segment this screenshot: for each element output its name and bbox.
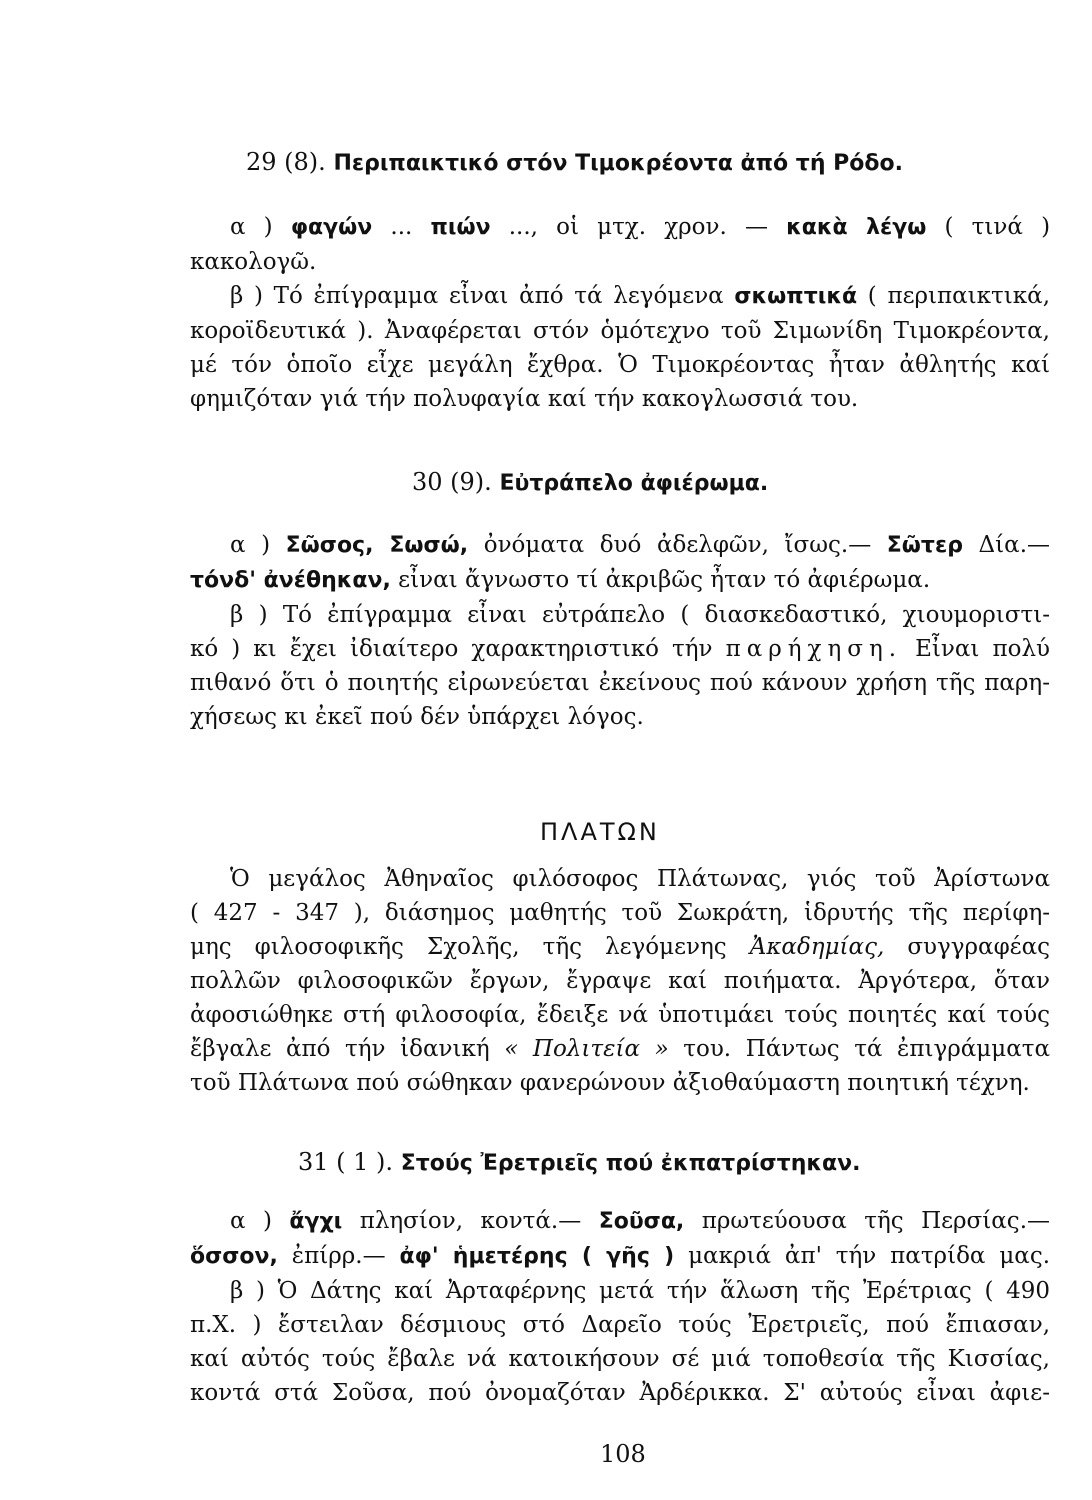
- text: Τό ἐπίγραμμα εἶναι εὐτράπελο ( διασκεδαστικό, χιουμοριστι-: [282, 602, 1050, 628]
- italic-term: « Πολιτεία »: [504, 1036, 669, 1062]
- item-marker: α ): [230, 1208, 272, 1234]
- term: Σοῦσα,: [598, 1209, 685, 1234]
- item-marker: α ): [230, 214, 273, 240]
- section-30-line: [190, 563, 1050, 598]
- text: ( τινά ): [944, 214, 1051, 240]
- section-30-line: χήσεως κι ἐκεῖ πού δέν ὑπάρχει λόγος.: [190, 704, 644, 730]
- item-marker: β ): [230, 1278, 265, 1304]
- section-29-line: κοροϊδευτικά ). Ἀναφέρεται στόν ὁμότεχνο τοῦ Σιμωνίδη Τιμοκρέοντα,: [190, 318, 1050, 344]
- section-30-heading: [412, 468, 768, 496]
- term: σκωπτικά: [734, 284, 858, 309]
- text: ἔβγαλε ἀπό τήν ἰδανική: [190, 1036, 490, 1062]
- item-marker: α ): [230, 532, 271, 558]
- section-29-body: [190, 210, 1050, 416]
- section-29-line: φημιζόταν γιά τήν πολυφαγία καί τήν κακογλωσσιά του.: [190, 386, 859, 412]
- text: συγγραφέας: [907, 934, 1051, 960]
- author-heading: ΠΛΑΤΩΝ: [540, 818, 660, 846]
- term: Σῶτερ: [886, 533, 963, 558]
- section-29-line: κακολογῶ.: [190, 249, 317, 275]
- section-31-line: καί αὐτός τούς ἔβαλε νά κατοικήσουν σέ μιά τοποθεσία τῆς Κισσίας,: [190, 1346, 1050, 1372]
- section-30-line: πιθανό ὅτι ὁ ποιητής εἰρωνεύεται ἐκείνους πού κάνουν χρήση τῆς παρη-: [190, 670, 1050, 696]
- section-31-number: 31 ( 1 ).: [298, 1148, 394, 1176]
- spaced-term: παρήχηση.: [725, 636, 903, 662]
- section-31-heading: [298, 1148, 860, 1176]
- platon-line: [190, 1032, 1050, 1066]
- italic-term: Ἀκαδημίας,: [749, 934, 885, 960]
- term: ἀφ' ἡμετέρης ( γῆς ): [399, 1244, 675, 1269]
- platon-line: ( 427 - 347 ), διάσημος μαθητής τοῦ Σωκράτη, ἱδρυτής τῆς περίφη-: [190, 900, 1050, 926]
- section-29-title: Περιπαικτικό στόν Τιμοκρέοντα ἀπό τή Ρόδο.: [333, 151, 903, 176]
- section-29-line: μέ τόν ὁποῖο εἶχε μεγάλη ἔχθρα. Ὁ Τιμοκρέοντας ἦταν ἀθλητής καί: [190, 352, 1050, 378]
- section-29-line: [190, 279, 1050, 314]
- section-30-line: [190, 632, 1050, 666]
- text: ( περιπαικτικά,: [867, 283, 1051, 309]
- section-30-body: [190, 528, 1050, 734]
- platon-line: ἀφοσιώθηκε στή φιλοσοφία, ἔδειξε νά ὑποτιμάει τούς ποιητές καί τούς: [190, 1002, 1050, 1028]
- section-30-number: 30 (9).: [412, 468, 492, 496]
- term: ὅσσον,: [190, 1244, 278, 1269]
- section-31-title: Στούς Ἐρετριεῖς πού ἐκπατρίστηκαν.: [400, 1151, 861, 1176]
- text: Δία.—: [978, 532, 1051, 558]
- term: Σῶσος, Σωσώ,: [285, 533, 469, 558]
- platon-bio: [190, 862, 1050, 1100]
- section-31-line: [190, 1239, 1050, 1274]
- section-30-line: [190, 528, 1050, 563]
- text: πρωτεύουσα τῆς Περσίας.—: [701, 1208, 1050, 1234]
- platon-line: Ὁ μεγάλος Ἀθηναῖος φιλόσοφος Πλάτωνας, γιός τοῦ Ἀρίστωνα: [230, 866, 1050, 892]
- text: ἐπίρρ.—: [291, 1243, 386, 1269]
- section-31-body: [190, 1204, 1050, 1410]
- term: πιών: [430, 215, 491, 240]
- term: τόνδ' ἀνέθηκαν,: [190, 568, 391, 593]
- term: κακὰ λέγω: [786, 215, 927, 240]
- text: ὀνόματα δυό ἀδελφῶν, ἴσως.—: [483, 532, 872, 558]
- section-30-line: [190, 598, 1050, 632]
- platon-line: τοῦ Πλάτωνα πού σώθηκαν φανερώνουν ἀξιοθαύμαστη ποιητική τέχνη.: [190, 1070, 1030, 1096]
- text: εἶναι ἄγνωστο τί ἀκριβῶς ἦταν τό ἀφιέρωμα.: [398, 567, 931, 593]
- item-marker: β ): [230, 283, 263, 309]
- text: πλησίον, κοντά.—: [359, 1208, 582, 1234]
- section-29-heading: [246, 148, 903, 176]
- section-31-line: κοντά στά Σοῦσα, πού ὀνομαζόταν Ἀρδέρικκα. Σ' αὐτούς εἶναι ἀφιε-: [190, 1380, 1050, 1406]
- section-31-line: π.Χ. ) ἔστειλαν δέσμιους στό Δαρεῖο τούς Ἐρετριεῖς, πού ἔπιασαν,: [190, 1312, 1050, 1338]
- section-31-line: [190, 1204, 1050, 1239]
- text: μης φιλοσοφικῆς Σχολῆς, τῆς λεγόμενης: [190, 934, 727, 960]
- section-31-line: [190, 1274, 1050, 1308]
- section-29-line: [190, 210, 1050, 245]
- text: Ὁ Δάτης καί Ἀρταφέρνης μετά τήν ἅλωση τῆς Ἐρέτριας ( 490: [277, 1278, 1050, 1304]
- text: μακριά ἀπ' τήν πατρίδα μας.: [688, 1243, 1051, 1269]
- text: Εἶναι πολύ: [915, 636, 1051, 662]
- platon-line: πολλῶν φιλοσοφικῶν ἔργων, ἔγραψε καί ποιήματα. Ἀργότερα, ὅταν: [190, 968, 1050, 994]
- item-marker: β ): [230, 602, 268, 628]
- text: ...: [390, 214, 413, 240]
- section-29-number: 29 (8).: [246, 148, 326, 176]
- text: Τό ἐπίγραμμα εἶναι ἀπό τά λεγόμενα: [273, 283, 724, 309]
- section-30-title: Εὐτράπελο ἀφιέρωμα.: [499, 471, 769, 496]
- text: ..., οἱ μτχ. χρον. —: [508, 214, 768, 240]
- platon-line: [190, 930, 1050, 964]
- text: κό ) κι ἔχει ἰδιαίτερο χαρακτηριστικό τήν: [190, 636, 713, 662]
- term: φαγών: [290, 215, 373, 240]
- term: ἄγχι: [289, 1209, 343, 1234]
- text: του. Πάντως τά ἐπιγράμματα: [683, 1036, 1050, 1062]
- page-number: 108: [600, 1440, 646, 1468]
